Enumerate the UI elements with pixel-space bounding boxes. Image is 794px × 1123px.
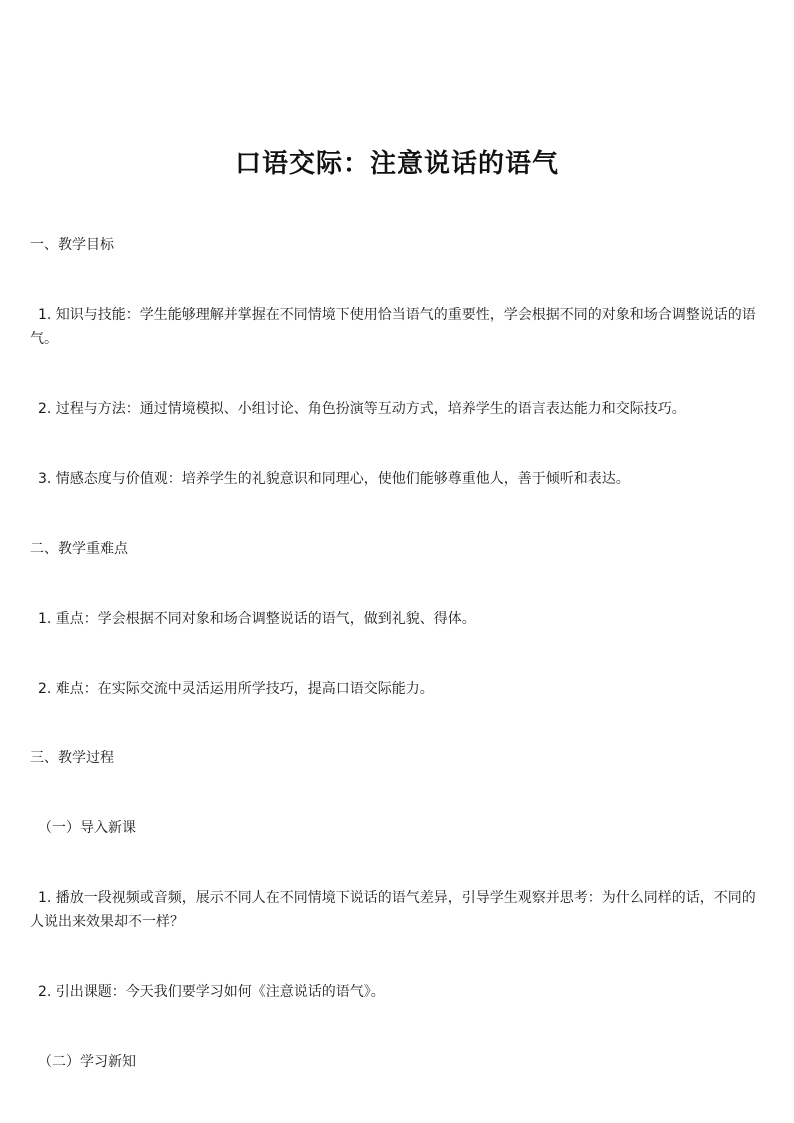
section-heading-process: 三、教学过程 — [30, 750, 114, 766]
key-point-difficulty: 2. 难点：在实际交流中灵活运用所学技巧，提高口语交际能力。 — [38, 681, 434, 697]
section-heading-key-points: 二、教学重难点 — [30, 541, 128, 557]
intro-step-topic: 2. 引出课题：今天我们要学习如何《注意说话的语气》。 — [38, 984, 385, 1000]
key-point-focus: 1. 重点：学会根据不同对象和场合调整说话的语气，做到礼貌、得体。 — [38, 611, 476, 627]
objective-emotion-values: 3. 情感态度与价值观：培养学生的礼貌意识和同理心，使他们能够尊重他人，善于倾听和表达。 — [38, 471, 630, 487]
section-heading-objectives: 一、教学目标 — [30, 237, 114, 253]
objective-process-methods: 2. 过程与方法：通过情境模拟、小组讨论、角色扮演等互动方式，培养学生的语言表达能力和交际技巧。 — [38, 401, 686, 417]
document-title: 口语交际：注意说话的语气 — [234, 149, 559, 179]
intro-step-video: 1. 播放一段视频或音频，展示不同人在不同情境下说话的语气差异，引导学生观察并思考：为什么同样的话，不同的人说出来效果却不一样？ — [30, 890, 756, 930]
objective-knowledge-skills: 1. 知识与技能：学生能够理解并掌握在不同情境下使用恰当语气的重要性，学会根据不同的对象和场合调整说话的语气。 — [30, 307, 756, 347]
subsection-heading-intro: （一）导入新课 — [38, 820, 136, 836]
subsection-heading-new-knowledge: （二）学习新知 — [38, 1054, 136, 1070]
